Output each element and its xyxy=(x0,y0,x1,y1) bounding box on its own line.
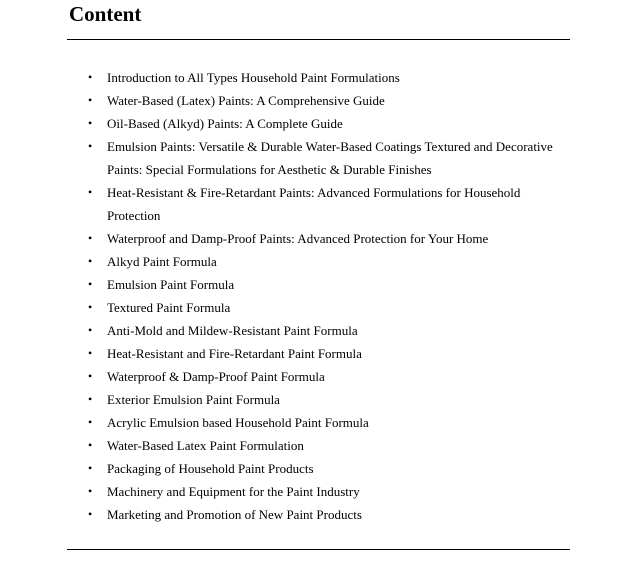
toc-item-label: Waterproof & Damp-Proof Paint Formula xyxy=(107,369,325,384)
toc-item-label: Machinery and Equipment for the Paint Industry xyxy=(107,484,360,499)
toc-item xyxy=(88,273,558,296)
bullet-icon: • xyxy=(88,139,93,153)
toc-item xyxy=(88,319,558,342)
bullet-icon: • xyxy=(88,507,93,521)
bottom-divider xyxy=(67,549,570,550)
toc-item xyxy=(88,66,558,89)
toc-item-label: Alkyd Paint Formula xyxy=(107,254,217,269)
bullet-icon: • xyxy=(88,415,93,429)
toc-item xyxy=(88,503,558,526)
toc-item-label: Packaging of Household Paint Products xyxy=(107,461,314,476)
toc-item-label: Exterior Emulsion Paint Formula xyxy=(107,392,280,407)
toc-item xyxy=(88,181,558,227)
bullet-icon: • xyxy=(88,185,93,199)
page-title: Content xyxy=(69,2,142,26)
toc-item-label: Waterproof and Damp-Proof Paints: Advanced Protection for Your Home xyxy=(107,231,489,246)
toc-item xyxy=(88,112,558,135)
bullet-icon: • xyxy=(88,323,93,337)
bullet-icon: • xyxy=(88,369,93,383)
toc-item-label: Textured Paint Formula xyxy=(107,300,231,315)
toc-item-label: Marketing and Promotion of New Paint Products xyxy=(107,507,362,522)
toc-item xyxy=(88,227,558,250)
toc-item xyxy=(88,457,558,480)
toc-item-label: Acrylic Emulsion based Household Paint Formula xyxy=(107,415,369,430)
bullet-icon: • xyxy=(88,484,93,498)
toc-item xyxy=(88,388,558,411)
toc-item-label: Introduction to All Types Household Paint Formulations xyxy=(107,70,400,85)
toc-item-label: Water-Based (Latex) Paints: A Comprehensive Guide xyxy=(107,93,385,108)
toc-item-label: Heat-Resistant and Fire-Retardant Paint Formula xyxy=(107,346,362,361)
bullet-icon: • xyxy=(88,70,93,84)
bullet-icon: • xyxy=(88,346,93,360)
bullet-icon: • xyxy=(88,277,93,291)
bullet-icon: • xyxy=(88,300,93,314)
bullet-icon: • xyxy=(88,93,93,107)
toc-item xyxy=(88,480,558,503)
toc-item-label: Emulsion Paints: Versatile & Durable Water-Based Coatings Textured and Decorative Paints: Special Formulations for Aesthetic & Durable Finishes xyxy=(107,139,553,177)
bullet-icon: • xyxy=(88,461,93,475)
toc-item xyxy=(88,89,558,112)
toc-item-label: Water-Based Latex Paint Formulation xyxy=(107,438,304,453)
toc-item xyxy=(88,365,558,388)
toc-item xyxy=(88,135,558,181)
toc-item-label: Emulsion Paint Formula xyxy=(107,277,235,292)
toc-item xyxy=(88,250,558,273)
top-divider xyxy=(67,39,570,40)
toc-item xyxy=(88,411,558,434)
bullet-icon: • xyxy=(88,116,93,130)
table-of-contents xyxy=(88,66,558,526)
toc-item xyxy=(88,434,558,457)
toc-item xyxy=(88,342,558,365)
bullet-icon: • xyxy=(88,254,93,268)
toc-item xyxy=(88,296,558,319)
toc-item-label: Oil-Based (Alkyd) Paints: A Complete Guide xyxy=(107,116,343,131)
bullet-icon: • xyxy=(88,438,93,452)
toc-item-label: Heat-Resistant & Fire-Retardant Paints: Advanced Formulations for Household Protection xyxy=(107,185,521,223)
toc-item-label: Anti-Mold and Mildew-Resistant Paint Formula xyxy=(107,323,358,338)
bullet-icon: • xyxy=(88,231,93,245)
bullet-icon: • xyxy=(88,392,93,406)
